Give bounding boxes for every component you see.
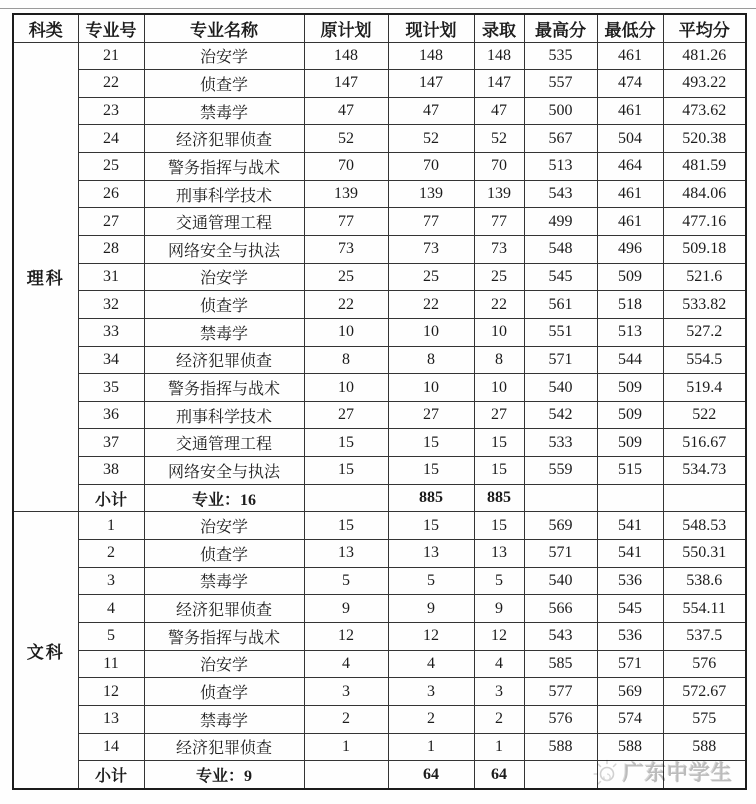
cell-plan-original: 148: [304, 42, 388, 70]
cell-major-name: 经济犯罪侦查: [144, 733, 304, 761]
cell-admitted: 12: [474, 622, 524, 650]
cell-plan-original: 2: [304, 705, 388, 733]
cell-highest-score: 559: [524, 457, 597, 485]
cell-lowest-score: 509: [597, 429, 663, 457]
cell-highest-score: 543: [524, 180, 597, 208]
cell-plan-current: 10: [388, 318, 474, 346]
cell-major-name: 治安学: [144, 263, 304, 291]
cell-major-no: 14: [78, 733, 144, 761]
subtotal-major-name: 专业：16: [144, 484, 304, 512]
cell-admitted: 10: [474, 318, 524, 346]
cell-lowest-score: 545: [597, 595, 663, 623]
cell-major-name: 侦查学: [144, 70, 304, 98]
cell-plan-current: 73: [388, 235, 474, 263]
cell-average-score: 576: [663, 650, 746, 678]
cell-average-score: 538.6: [663, 567, 746, 595]
cell-lowest-score: 496: [597, 235, 663, 263]
table-row: [13, 678, 746, 706]
cell-average-score: 572.67: [663, 678, 746, 706]
cell-major-name: 侦查学: [144, 291, 304, 319]
cell-plan-original: 22: [304, 291, 388, 319]
cell-admitted: 52: [474, 125, 524, 153]
cell-average-score: 477.16: [663, 208, 746, 236]
cell-major-name: 网络安全与执法: [144, 457, 304, 485]
cell-plan-original: 15: [304, 512, 388, 540]
cell-major-name: 禁毒学: [144, 318, 304, 346]
cell-major-name: 治安学: [144, 650, 304, 678]
cell-lowest-score: 518: [597, 291, 663, 319]
cell-major-no: 38: [78, 457, 144, 485]
cell-lowest-score: 461: [597, 208, 663, 236]
cell-lowest-score: 504: [597, 125, 663, 153]
cell-plan-current: 15: [388, 512, 474, 540]
cell-highest-score: 571: [524, 346, 597, 374]
cell-highest-score: 566: [524, 595, 597, 623]
cell-major-no: 3: [78, 567, 144, 595]
column-header-admitted: 录取: [474, 14, 524, 42]
cell-major-name: 侦查学: [144, 540, 304, 568]
cell-admitted: 47: [474, 97, 524, 125]
cell-highest-score: 540: [524, 567, 597, 595]
subtotal-row: [13, 484, 746, 512]
cell-highest-score: 499: [524, 208, 597, 236]
cell-major-no: 36: [78, 401, 144, 429]
cell-plan-current: 8: [388, 346, 474, 374]
cell-lowest-score: 574: [597, 705, 663, 733]
cell-average-score: 519.4: [663, 374, 746, 402]
cell-plan-original: 10: [304, 374, 388, 402]
table-row: [13, 595, 746, 623]
cell-average-score: 554.5: [663, 346, 746, 374]
cell-plan-current: 4: [388, 650, 474, 678]
cell-admitted: 4: [474, 650, 524, 678]
cell-major-name: 警务指挥与战术: [144, 374, 304, 402]
cell-admitted: 139: [474, 180, 524, 208]
cell-plan-original: 15: [304, 429, 388, 457]
table-row: [13, 97, 746, 125]
cell-highest-score: 542: [524, 401, 597, 429]
cell-major-name: 警务指挥与战术: [144, 153, 304, 181]
cell-lowest-score: 509: [597, 401, 663, 429]
table-row: [13, 705, 746, 733]
cell-plan-current: 27: [388, 401, 474, 429]
table-row: [13, 208, 746, 236]
cell-plan-original: 15: [304, 457, 388, 485]
cell-lowest-score: 461: [597, 180, 663, 208]
cell-lowest-score: 541: [597, 512, 663, 540]
cell-plan-original: 8: [304, 346, 388, 374]
cell-highest-score: 535: [524, 42, 597, 70]
cell-admitted: 15: [474, 512, 524, 540]
cell-plan-current: 1: [388, 733, 474, 761]
subtotal-highest-score: [524, 761, 597, 789]
cell-average-score: 534.73: [663, 457, 746, 485]
cell-highest-score: 557: [524, 70, 597, 98]
cell-highest-score: 513: [524, 153, 597, 181]
cell-plan-current: 147: [388, 70, 474, 98]
cell-average-score: 509.18: [663, 235, 746, 263]
subtotal-plan-current: 885: [388, 484, 474, 512]
cell-highest-score: 500: [524, 97, 597, 125]
cell-plan-original: 13: [304, 540, 388, 568]
cell-major-no: 2: [78, 540, 144, 568]
cell-admitted: 10: [474, 374, 524, 402]
cell-plan-original: 73: [304, 235, 388, 263]
column-header-major-name: 专业名称: [144, 14, 304, 42]
table-row: [13, 650, 746, 678]
cell-average-score: 516.67: [663, 429, 746, 457]
cell-major-no: 26: [78, 180, 144, 208]
cell-admitted: 15: [474, 429, 524, 457]
cell-admitted: 70: [474, 153, 524, 181]
header-row: [13, 14, 746, 42]
cell-average-score: 537.5: [663, 622, 746, 650]
cell-lowest-score: 536: [597, 622, 663, 650]
cell-plan-original: 52: [304, 125, 388, 153]
cell-average-score: 473.62: [663, 97, 746, 125]
table-row: [13, 180, 746, 208]
cell-plan-current: 3: [388, 678, 474, 706]
table-row: [13, 291, 746, 319]
cell-lowest-score: 569: [597, 678, 663, 706]
cell-highest-score: 545: [524, 263, 597, 291]
cell-lowest-score: 509: [597, 263, 663, 291]
subtotal-plan-original: [304, 761, 388, 789]
cell-plan-current: 5: [388, 567, 474, 595]
cell-major-no: 35: [78, 374, 144, 402]
column-header-category: 科类: [13, 14, 78, 42]
cell-plan-current: 70: [388, 153, 474, 181]
cell-highest-score: 571: [524, 540, 597, 568]
cell-average-score: 481.26: [663, 42, 746, 70]
subtotal-average-score: [663, 484, 746, 512]
cell-major-no: 22: [78, 70, 144, 98]
cell-major-no: 37: [78, 429, 144, 457]
table-row: [13, 457, 746, 485]
cell-highest-score: 540: [524, 374, 597, 402]
cell-lowest-score: 544: [597, 346, 663, 374]
cell-lowest-score: 461: [597, 42, 663, 70]
cell-major-no: 5: [78, 622, 144, 650]
cell-admitted: 2: [474, 705, 524, 733]
cell-highest-score: 548: [524, 235, 597, 263]
top-divider-rule: [0, 8, 756, 9]
cell-lowest-score: 461: [597, 97, 663, 125]
cell-plan-current: 52: [388, 125, 474, 153]
cell-plan-original: 4: [304, 650, 388, 678]
admission-scores-table: [12, 13, 747, 790]
cell-average-score: 484.06: [663, 180, 746, 208]
cell-lowest-score: 536: [597, 567, 663, 595]
cell-major-name: 警务指挥与战术: [144, 622, 304, 650]
cell-average-score: 588: [663, 733, 746, 761]
cell-plan-original: 47: [304, 97, 388, 125]
subtotal-lowest-score: [597, 484, 663, 512]
subtotal-major-name: 专业：9: [144, 761, 304, 789]
cell-plan-current: 22: [388, 291, 474, 319]
cell-average-score: 481.59: [663, 153, 746, 181]
cell-major-no: 27: [78, 208, 144, 236]
table-row: [13, 374, 746, 402]
cell-major-name: 禁毒学: [144, 97, 304, 125]
cell-average-score: 520.38: [663, 125, 746, 153]
table-row: [13, 318, 746, 346]
cell-plan-current: 10: [388, 374, 474, 402]
cell-plan-current: 2: [388, 705, 474, 733]
cell-major-name: 禁毒学: [144, 705, 304, 733]
cell-average-score: 533.82: [663, 291, 746, 319]
cell-lowest-score: 474: [597, 70, 663, 98]
column-header-average-score: 平均分: [663, 14, 746, 42]
cell-plan-original: 3: [304, 678, 388, 706]
cell-plan-original: 77: [304, 208, 388, 236]
cell-major-no: 34: [78, 346, 144, 374]
cell-plan-current: 25: [388, 263, 474, 291]
cell-major-name: 禁毒学: [144, 567, 304, 595]
cell-major-no: 23: [78, 97, 144, 125]
cell-admitted: 147: [474, 70, 524, 98]
cell-plan-original: 1: [304, 733, 388, 761]
cell-highest-score: 543: [524, 622, 597, 650]
table-row: [13, 733, 746, 761]
cell-highest-score: 588: [524, 733, 597, 761]
table-row: [13, 263, 746, 291]
subtotal-major-no: 小计: [78, 761, 144, 789]
watermark-text: 广东中学生: [623, 761, 733, 785]
table-row: [13, 429, 746, 457]
cell-major-no: 24: [78, 125, 144, 153]
cell-major-no: 31: [78, 263, 144, 291]
cell-admitted: 15: [474, 457, 524, 485]
column-header-plan-original: 原计划: [304, 14, 388, 42]
cell-admitted: 13: [474, 540, 524, 568]
cell-average-score: 493.22: [663, 70, 746, 98]
cell-major-name: 侦查学: [144, 678, 304, 706]
cell-major-name: 网络安全与执法: [144, 235, 304, 263]
cell-major-no: 32: [78, 291, 144, 319]
cell-plan-current: 47: [388, 97, 474, 125]
column-header-plan-current: 现计划: [388, 14, 474, 42]
cell-average-score: 575: [663, 705, 746, 733]
cell-lowest-score: 588: [597, 733, 663, 761]
table-row: [13, 42, 746, 70]
subtotal-major-no: 小计: [78, 484, 144, 512]
cell-major-name: 刑事科学技术: [144, 401, 304, 429]
cell-plan-current: 15: [388, 457, 474, 485]
subtotal-admitted: 885: [474, 484, 524, 512]
cell-average-score: 550.31: [663, 540, 746, 568]
cell-major-name: 经济犯罪侦查: [144, 595, 304, 623]
table-row: [13, 125, 746, 153]
table-row: [13, 622, 746, 650]
cell-plan-original: 5: [304, 567, 388, 595]
cell-plan-original: 12: [304, 622, 388, 650]
subtotal-admitted: 64: [474, 761, 524, 789]
cell-major-name: 交通管理工程: [144, 208, 304, 236]
cell-plan-current: 148: [388, 42, 474, 70]
cell-plan-original: 25: [304, 263, 388, 291]
cell-major-no: 12: [78, 678, 144, 706]
cell-average-score: 521.6: [663, 263, 746, 291]
cell-highest-score: 567: [524, 125, 597, 153]
cell-major-no: 11: [78, 650, 144, 678]
table-row: [13, 512, 746, 540]
cell-admitted: 8: [474, 346, 524, 374]
cell-major-no: 33: [78, 318, 144, 346]
table-row: [13, 540, 746, 568]
table-row: [13, 346, 746, 374]
cell-major-name: 经济犯罪侦查: [144, 346, 304, 374]
cell-admitted: 1: [474, 733, 524, 761]
cell-plan-current: 15: [388, 429, 474, 457]
cell-major-name: 治安学: [144, 42, 304, 70]
cell-admitted: 5: [474, 567, 524, 595]
cell-highest-score: 569: [524, 512, 597, 540]
subtotal-average-score: [663, 761, 746, 789]
cell-highest-score: 533: [524, 429, 597, 457]
cell-lowest-score: 515: [597, 457, 663, 485]
cell-lowest-score: 509: [597, 374, 663, 402]
cell-highest-score: 576: [524, 705, 597, 733]
cell-plan-original: 9: [304, 595, 388, 623]
table-row: [13, 401, 746, 429]
subtotal-lowest-score: [597, 761, 663, 789]
cell-major-name: 经济犯罪侦查: [144, 125, 304, 153]
cell-lowest-score: 541: [597, 540, 663, 568]
cell-admitted: 3: [474, 678, 524, 706]
subtotal-plan-original: [304, 484, 388, 512]
cell-plan-original: 70: [304, 153, 388, 181]
cell-plan-original: 139: [304, 180, 388, 208]
cell-plan-original: 147: [304, 70, 388, 98]
cell-average-score: 548.53: [663, 512, 746, 540]
table-row: [13, 153, 746, 181]
table-row: [13, 70, 746, 98]
table-row: [13, 567, 746, 595]
cell-admitted: 22: [474, 291, 524, 319]
cell-major-no: 28: [78, 235, 144, 263]
cell-highest-score: 561: [524, 291, 597, 319]
category-cell: 文科: [13, 512, 78, 789]
cell-plan-current: 139: [388, 180, 474, 208]
cell-admitted: 148: [474, 42, 524, 70]
cell-major-name: 治安学: [144, 512, 304, 540]
cell-admitted: 25: [474, 263, 524, 291]
cell-plan-original: 27: [304, 401, 388, 429]
cell-admitted: 73: [474, 235, 524, 263]
cell-plan-current: 12: [388, 622, 474, 650]
cell-highest-score: 551: [524, 318, 597, 346]
cell-lowest-score: 571: [597, 650, 663, 678]
cell-highest-score: 585: [524, 650, 597, 678]
cell-major-no: 4: [78, 595, 144, 623]
cell-average-score: 522: [663, 401, 746, 429]
cell-major-name: 交通管理工程: [144, 429, 304, 457]
cell-plan-current: 77: [388, 208, 474, 236]
cell-major-no: 25: [78, 153, 144, 181]
cell-admitted: 77: [474, 208, 524, 236]
cell-plan-original: 10: [304, 318, 388, 346]
column-header-major-no: 专业号: [78, 14, 144, 42]
column-header-lowest-score: 最低分: [597, 14, 663, 42]
cell-major-no: 1: [78, 512, 144, 540]
subtotal-plan-current: 64: [388, 761, 474, 789]
subtotal-row: [13, 761, 746, 789]
cell-plan-current: 13: [388, 540, 474, 568]
table-row: [13, 235, 746, 263]
cell-admitted: 9: [474, 595, 524, 623]
cell-plan-current: 9: [388, 595, 474, 623]
column-header-highest-score: 最高分: [524, 14, 597, 42]
category-cell: 理科: [13, 42, 78, 512]
cell-major-name: 刑事科学技术: [144, 180, 304, 208]
cell-major-no: 21: [78, 42, 144, 70]
cell-average-score: 527.2: [663, 318, 746, 346]
cell-admitted: 27: [474, 401, 524, 429]
cell-highest-score: 577: [524, 678, 597, 706]
cell-major-no: 13: [78, 705, 144, 733]
cell-lowest-score: 513: [597, 318, 663, 346]
subtotal-highest-score: [524, 484, 597, 512]
cell-average-score: 554.11: [663, 595, 746, 623]
cell-lowest-score: 464: [597, 153, 663, 181]
